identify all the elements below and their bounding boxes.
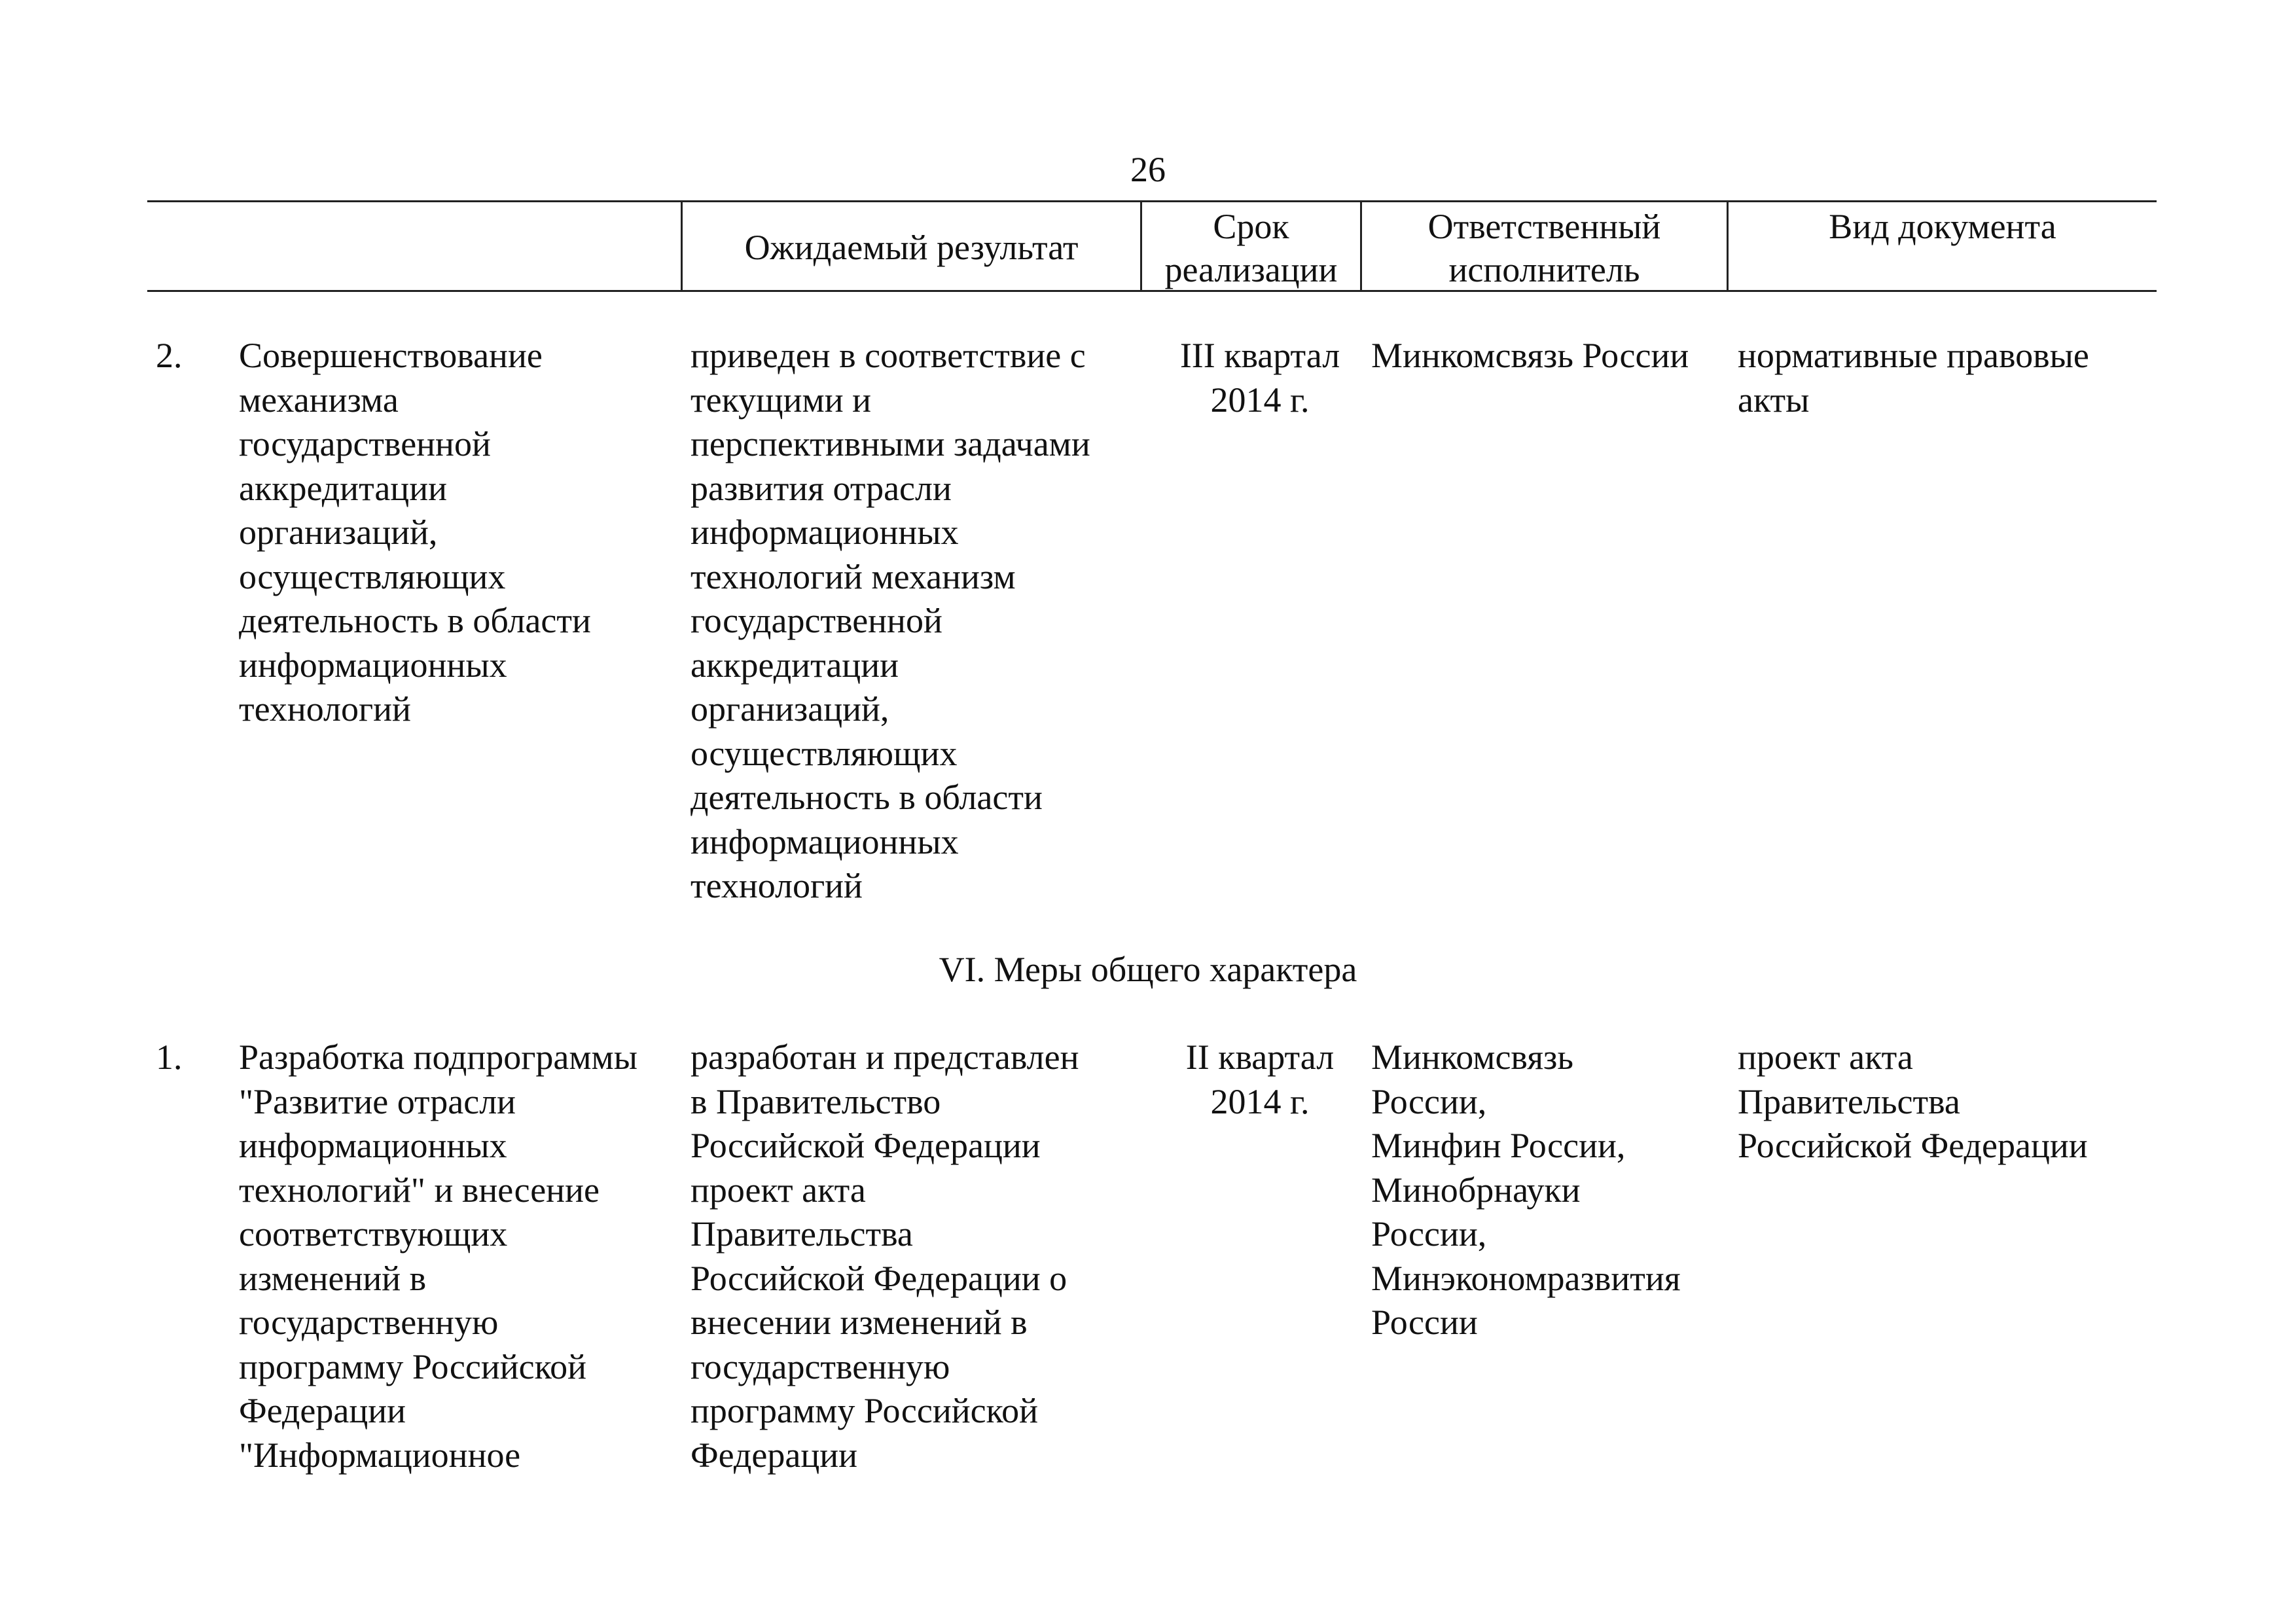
header-expected-result-label: Ожидаемый результат — [744, 228, 1079, 267]
page-number: 26 — [1130, 150, 1166, 189]
header-responsible-executor — [1360, 202, 1727, 290]
section-title: VI. Меры общего характера — [939, 950, 1357, 989]
measure-name: Совершенствование механизма государственной аккредитации организаций, осуществляющих деятельность в области информационных технологий — [239, 336, 591, 729]
measure-name: Разработка подпрограммы "Развитие отрасли информационных технологий" и внесение соответствующих изменений в государственную программу Российской Федерации "Информационное — [239, 1038, 638, 1475]
header-responsible-executor-label: Ответственный исполнитель — [1427, 207, 1661, 289]
implementation-term: III квартал 2014 г. — [1179, 336, 1340, 420]
document-type: нормативные правовые акты — [1738, 336, 2089, 420]
document-type: проект акта Правительства Российской Федерации — [1738, 1038, 2088, 1165]
expected-result: разработан и представлен в Правительство Российской Федерации проект акта Правительства Российской Федерации о внесении изменений в государственную программу Российской Федерации — [691, 1038, 1079, 1475]
row-number: 2. — [156, 336, 183, 375]
header-document-type-label: Вид документа — [1829, 207, 2056, 246]
header-expected-result — [681, 202, 1140, 290]
expected-result: приведен в соответствие с текущими и перспективными задачами развития отрасли информационных технологий механизм государственной аккредитации организаций, осуществляющих деятельность в области информационных технологий — [691, 336, 1090, 905]
responsible-executor: Минкомсвязь России, Минфин России, Минобрнауки России, Минэкономразвития России — [1371, 1038, 1681, 1342]
header-implementation-term-label: Срок реализации — [1164, 207, 1338, 289]
row-number: 1. — [156, 1038, 183, 1077]
implementation-term: II квартал 2014 г. — [1185, 1038, 1335, 1121]
responsible-executor: Минкомсвязь России — [1371, 336, 1689, 375]
header-implementation-term — [1140, 202, 1360, 290]
header-document-type — [1727, 202, 2157, 290]
table-header — [147, 200, 2157, 292]
